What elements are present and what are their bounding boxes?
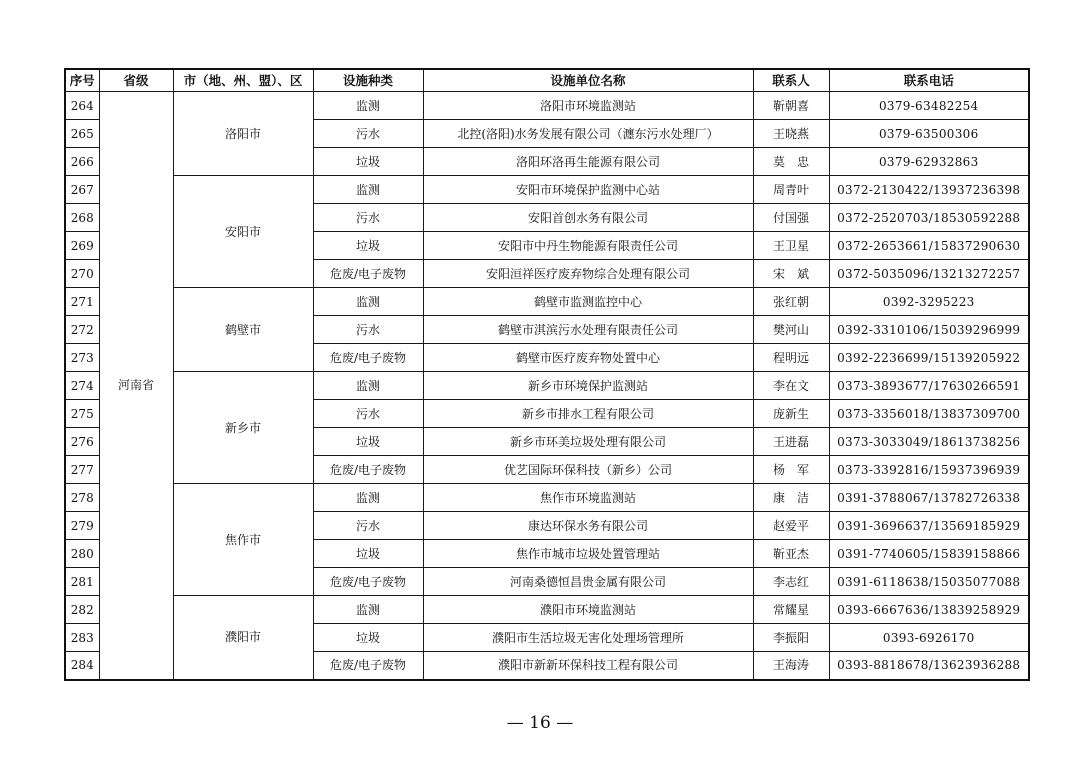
cell-city: 濮阳市 — [173, 596, 313, 680]
cell-phone: 0379-63482254 — [829, 92, 1029, 120]
cell-facility-unit: 洛阳市环境监测站 — [423, 92, 753, 120]
cell-phone: 0391-3788067/13782726338 — [829, 484, 1029, 512]
cell-phone: 0373-3033049/18613738256 — [829, 428, 1029, 456]
cell-seq: 275 — [65, 400, 99, 428]
cell-seq: 277 — [65, 456, 99, 484]
cell-contact: 康 洁 — [753, 484, 829, 512]
cell-contact: 庞新生 — [753, 400, 829, 428]
cell-seq: 278 — [65, 484, 99, 512]
cell-city: 洛阳市 — [173, 92, 313, 176]
cell-contact: 程明远 — [753, 344, 829, 372]
cell-city: 焦作市 — [173, 484, 313, 596]
table-header-row — [65, 69, 1029, 92]
cell-facility-unit: 焦作市城市垃圾处置管理站 — [423, 540, 753, 568]
cell-seq: 281 — [65, 568, 99, 596]
cell-phone: 0373-3356018/13837309700 — [829, 400, 1029, 428]
cell-facility-type: 污水 — [313, 512, 423, 540]
cell-seq: 282 — [65, 596, 99, 624]
cell-seq: 273 — [65, 344, 99, 372]
cell-contact: 靳朝喜 — [753, 92, 829, 120]
cell-seq: 279 — [65, 512, 99, 540]
cell-phone: 0391-7740605/15839158866 — [829, 540, 1029, 568]
cell-seq: 284 — [65, 652, 99, 680]
cell-phone: 0372-2130422/13937236398 — [829, 176, 1029, 204]
cell-facility-unit: 安阳市中丹生物能源有限责任公司 — [423, 232, 753, 260]
cell-phone: 0372-2653661/15837290630 — [829, 232, 1029, 260]
cell-phone: 0373-3893677/17630266591 — [829, 372, 1029, 400]
cell-contact: 李振阳 — [753, 624, 829, 652]
table-row — [65, 92, 1029, 120]
cell-facility-unit: 新乡市环美垃圾处理有限公司 — [423, 428, 753, 456]
cell-phone: 0373-3392816/15937396939 — [829, 456, 1029, 484]
table-row — [65, 484, 1029, 512]
cell-contact: 杨 军 — [753, 456, 829, 484]
header-contact: 联系人 — [753, 69, 829, 92]
cell-facility-type: 垃圾 — [313, 148, 423, 176]
table-body — [65, 92, 1029, 680]
page-number: — 16 — — [506, 713, 574, 733]
cell-phone: 0392-3310106/15039296999 — [829, 316, 1029, 344]
cell-facility-unit: 洛阳环洛再生能源有限公司 — [423, 148, 753, 176]
cell-facility-type: 危废/电子废物 — [313, 456, 423, 484]
table-row — [65, 288, 1029, 316]
table-row — [65, 176, 1029, 204]
cell-facility-type: 污水 — [313, 316, 423, 344]
cell-facility-unit: 濮阳市新新环保科技工程有限公司 — [423, 652, 753, 680]
cell-facility-type: 污水 — [313, 204, 423, 232]
cell-contact: 王进磊 — [753, 428, 829, 456]
cell-seq: 267 — [65, 176, 99, 204]
cell-seq: 270 — [65, 260, 99, 288]
cell-contact: 宋 斌 — [753, 260, 829, 288]
cell-contact: 樊河山 — [753, 316, 829, 344]
table-row — [65, 596, 1029, 624]
cell-contact: 李志红 — [753, 568, 829, 596]
cell-city: 安阳市 — [173, 176, 313, 288]
cell-facility-type: 监测 — [313, 596, 423, 624]
cell-facility-type: 监测 — [313, 92, 423, 120]
cell-contact: 李在文 — [753, 372, 829, 400]
cell-province: 河南省 — [99, 92, 173, 680]
cell-phone: 0372-2520703/18530592288 — [829, 204, 1029, 232]
cell-seq: 280 — [65, 540, 99, 568]
cell-facility-type: 监测 — [313, 176, 423, 204]
cell-seq: 264 — [65, 92, 99, 120]
cell-facility-type: 垃圾 — [313, 428, 423, 456]
cell-facility-type: 危废/电子废物 — [313, 652, 423, 680]
cell-seq: 265 — [65, 120, 99, 148]
header-province: 省级 — [99, 69, 173, 92]
cell-phone: 0393-6926170 — [829, 624, 1029, 652]
cell-facility-unit: 安阳市环境保护监测中心站 — [423, 176, 753, 204]
cell-facility-unit: 鹤壁市监测监控中心 — [423, 288, 753, 316]
header-seq: 序号 — [65, 69, 99, 92]
cell-facility-unit: 鹤壁市医疗废弃物处置中心 — [423, 344, 753, 372]
cell-seq: 276 — [65, 428, 99, 456]
cell-facility-type: 危废/电子废物 — [313, 344, 423, 372]
cell-seq: 269 — [65, 232, 99, 260]
cell-city: 新乡市 — [173, 372, 313, 484]
cell-contact: 张红朝 — [753, 288, 829, 316]
cell-contact: 王卫星 — [753, 232, 829, 260]
header-city: 市（地、州、盟）、区 — [173, 69, 313, 92]
cell-contact: 周青叶 — [753, 176, 829, 204]
facility-contact-table-sheet — [64, 68, 1028, 681]
cell-seq: 266 — [65, 148, 99, 176]
cell-contact: 常耀星 — [753, 596, 829, 624]
cell-phone: 0391-3696637/13569185929 — [829, 512, 1029, 540]
cell-facility-type: 污水 — [313, 400, 423, 428]
cell-contact: 靳亚杰 — [753, 540, 829, 568]
cell-facility-type: 监测 — [313, 484, 423, 512]
cell-facility-unit: 濮阳市生活垃圾无害化处理场管理所 — [423, 624, 753, 652]
cell-facility-unit: 河南桑德恒昌贵金属有限公司 — [423, 568, 753, 596]
header-phone: 联系电话 — [829, 69, 1029, 92]
table-row — [65, 372, 1029, 400]
cell-facility-unit: 安阳首创水务有限公司 — [423, 204, 753, 232]
cell-phone: 0392-3295223 — [829, 288, 1029, 316]
cell-contact: 付国强 — [753, 204, 829, 232]
cell-facility-unit: 焦作市环境监测站 — [423, 484, 753, 512]
cell-city: 鹤壁市 — [173, 288, 313, 372]
cell-seq: 271 — [65, 288, 99, 316]
cell-facility-unit: 康达环保水务有限公司 — [423, 512, 753, 540]
cell-contact: 王晓燕 — [753, 120, 829, 148]
cell-seq: 283 — [65, 624, 99, 652]
cell-phone: 0372-5035096/13213272257 — [829, 260, 1029, 288]
cell-facility-type: 危废/电子废物 — [313, 260, 423, 288]
cell-contact: 赵爱平 — [753, 512, 829, 540]
cell-phone: 0379-62932863 — [829, 148, 1029, 176]
cell-facility-type: 垃圾 — [313, 232, 423, 260]
cell-seq: 268 — [65, 204, 99, 232]
cell-seq: 274 — [65, 372, 99, 400]
cell-facility-type: 垃圾 — [313, 540, 423, 568]
cell-facility-unit: 优艺国际环保科技（新乡）公司 — [423, 456, 753, 484]
cell-facility-type: 监测 — [313, 372, 423, 400]
header-facility-unit: 设施单位名称 — [423, 69, 753, 92]
facility-contact-table — [64, 68, 1030, 681]
cell-seq: 272 — [65, 316, 99, 344]
cell-facility-unit: 北控(洛阳)水务发展有限公司（瀍东污水处理厂） — [423, 120, 753, 148]
cell-facility-unit: 新乡市排水工程有限公司 — [423, 400, 753, 428]
cell-contact: 莫 忠 — [753, 148, 829, 176]
cell-facility-type: 污水 — [313, 120, 423, 148]
cell-contact: 王海涛 — [753, 652, 829, 680]
cell-facility-unit: 濮阳市环境监测站 — [423, 596, 753, 624]
cell-facility-type: 危废/电子废物 — [313, 568, 423, 596]
cell-phone: 0392-2236699/15139205922 — [829, 344, 1029, 372]
cell-phone: 0393-8818678/13623936288 — [829, 652, 1029, 680]
cell-phone: 0379-63500306 — [829, 120, 1029, 148]
cell-facility-unit: 新乡市环境保护监测站 — [423, 372, 753, 400]
cell-phone: 0391-6118638/15035077088 — [829, 568, 1029, 596]
cell-facility-type: 垃圾 — [313, 624, 423, 652]
cell-facility-type: 监测 — [313, 288, 423, 316]
cell-facility-unit: 鹤壁市淇滨污水处理有限责任公司 — [423, 316, 753, 344]
header-facility-type: 设施种类 — [313, 69, 423, 92]
cell-phone: 0393-6667636/13839258929 — [829, 596, 1029, 624]
cell-facility-unit: 安阳洹祥医疗废弃物综合处理有限公司 — [423, 260, 753, 288]
